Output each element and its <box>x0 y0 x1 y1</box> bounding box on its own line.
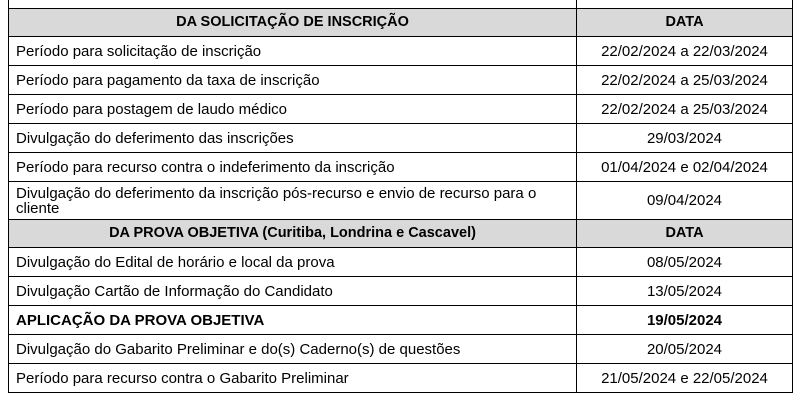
date-cell: 29/03/2024 <box>577 124 793 153</box>
event-cell: Período para pagamento da taxa de inscrição <box>9 66 577 95</box>
date-cell: 22/02/2024 a 22/03/2024 <box>577 37 793 66</box>
event-cell: Período para recurso contra o indeferimento da inscrição <box>9 153 577 182</box>
event-cell: Período para postagem de laudo médico <box>9 95 577 124</box>
event-cell: APLICAÇÃO DA PROVA OBJETIVA <box>9 306 577 335</box>
date-cell: 20/05/2024 <box>577 335 793 364</box>
table-row <box>9 66 793 95</box>
date-cell: 08/05/2024 <box>577 248 793 277</box>
table-row <box>9 248 793 277</box>
event-cell: Divulgação do Gabarito Preliminar e do(s) Caderno(s) de questões <box>9 335 577 364</box>
schedule-table-container <box>8 0 792 414</box>
date-cell: 19/05/2024 <box>577 306 793 335</box>
event-cell: Período para recurso contra o Gabarito Preliminar <box>9 364 577 393</box>
table-row <box>9 335 793 364</box>
table-row <box>9 153 793 182</box>
table-top-edge <box>9 0 793 9</box>
event-cell: Período para solicitação de inscrição <box>9 37 577 66</box>
date-column-header: DATA <box>577 9 793 37</box>
section-title: DA SOLICITAÇÃO DE INSCRIÇÃO <box>9 9 577 37</box>
table-row <box>9 182 793 220</box>
schedule-table <box>8 0 793 393</box>
date-cell: 01/04/2024 e 02/04/2024 <box>577 153 793 182</box>
table-row-highlight <box>9 306 793 335</box>
table-row <box>9 37 793 66</box>
date-cell: 13/05/2024 <box>577 277 793 306</box>
event-cell: Divulgação Cartão de Informação do Candidato <box>9 277 577 306</box>
event-cell: Divulgação do deferimento das inscrições <box>9 124 577 153</box>
table-row <box>9 124 793 153</box>
table-row <box>9 364 793 393</box>
date-column-header: DATA <box>577 220 793 248</box>
table-row <box>9 95 793 124</box>
date-cell: 21/05/2024 e 22/05/2024 <box>577 364 793 393</box>
section-header-prova-objetiva <box>9 220 793 248</box>
section-header-inscricao <box>9 9 793 37</box>
date-cell: 22/02/2024 a 25/03/2024 <box>577 66 793 95</box>
date-cell: 09/04/2024 <box>577 182 793 220</box>
event-cell: Divulgação do deferimento da inscrição pós-recurso e envio de recurso para o cliente <box>9 182 577 220</box>
event-cell: Divulgação do Edital de horário e local da prova <box>9 248 577 277</box>
table-row <box>9 277 793 306</box>
section-title: DA PROVA OBJETIVA (Curitiba, Londrina e Cascavel) <box>9 220 577 248</box>
date-cell: 22/02/2024 a 25/03/2024 <box>577 95 793 124</box>
